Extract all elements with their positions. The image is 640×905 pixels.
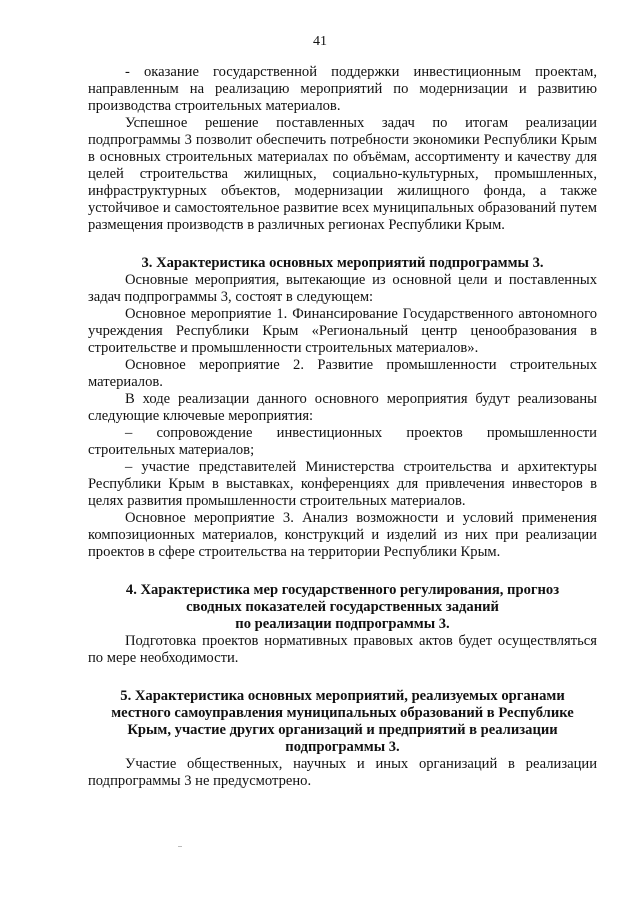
section-4-heading-line-2: сводных показателей государственных заданий bbox=[186, 599, 499, 615]
section-3-paragraph-intro: Основные мероприятия, вытекающие из основной цели и поставленных задач подпрограммы 3, состоят в следующем: bbox=[88, 272, 597, 305]
section-3-list-item-support: – сопровождение инвестиционных проектов промышленности строительных материалов; bbox=[88, 425, 597, 458]
section-3-paragraph-measure-2: Основное мероприятие 2. Развитие промышленности строительных материалов. bbox=[88, 357, 597, 390]
section-4-heading-line-3: по реализации подпрограммы 3. bbox=[235, 616, 450, 632]
scan-mark bbox=[178, 846, 182, 847]
section-3-list-item-participation: – участие представителей Министерства строительства и архитектуры Республики Крым в выставках, конференциях для привлечения инвесторов в целях развития промышленности строительных материалов. bbox=[88, 459, 597, 509]
section-4-paragraph: Подготовка проектов нормативных правовых актов будет осуществляться по мере необходимости. bbox=[88, 633, 597, 666]
section-3-paragraph-measure-1: Основное мероприятие 1. Финансирование Государственного автономного учреждения Республики Крым «Региональный центр ценообразования в строительстве и промышленности строительных материалов». bbox=[88, 306, 597, 356]
section-3-paragraph-key-measures: В ходе реализации данного основного мероприятия будут реализованы следующие ключевые мероприятия: bbox=[88, 391, 597, 424]
section-5-paragraph: Участие общественных, научных и иных организаций в реализации подпрограммы 3 не предусмотрено. bbox=[88, 756, 597, 789]
section-5-heading bbox=[88, 688, 597, 756]
section-5-heading-line-2: местного самоуправления муниципальных образований в Республике bbox=[111, 705, 574, 721]
page-number: 41 bbox=[313, 34, 327, 49]
section-5-heading-line-4: подпрограммы 3. bbox=[285, 739, 400, 755]
paragraph-successful-solution: Успешное решение поставленных задач по итогам реализации подпрограммы 3 позволит обеспечить потребности экономики Республики Крым в основных строительных материалах по объёмам, ассортименту и качеству для целей строительства жилищных, социально-культурных, промышленных, инфраструктурных объектов, модернизации жилищного фонда, а также устойчивое и самостоятельное развитие всех муниципальных образований путем размещения производств в различных регионах Республики Крым. bbox=[88, 115, 597, 233]
section-3-paragraph-measure-3: Основное мероприятие 3. Анализ возможности и условий применения композиционных материалов, конструкций и изделий из них при реализации проектов в сфере строительства на территории Республики Крым. bbox=[88, 510, 597, 560]
section-5-heading-line-1: 5. Характеристика основных мероприятий, реализуемых органами bbox=[120, 688, 565, 704]
section-3-heading: 3. Характеристика основных мероприятий подпрограммы 3. bbox=[141, 255, 544, 271]
page-content bbox=[88, 64, 597, 790]
paragraph-investment-support: - оказание государственной поддержки инвестиционным проектам, направленным на реализацию мероприятий по модернизации и развитию производства строительных материалов. bbox=[88, 64, 597, 114]
section-5-heading-line-3: Крым, участие других организаций и предприятий в реализации bbox=[127, 722, 558, 738]
section-4-heading-line-1: 4. Характеристика мер государственного регулирования, прогноз bbox=[125, 582, 560, 598]
section-4-heading bbox=[88, 582, 597, 633]
